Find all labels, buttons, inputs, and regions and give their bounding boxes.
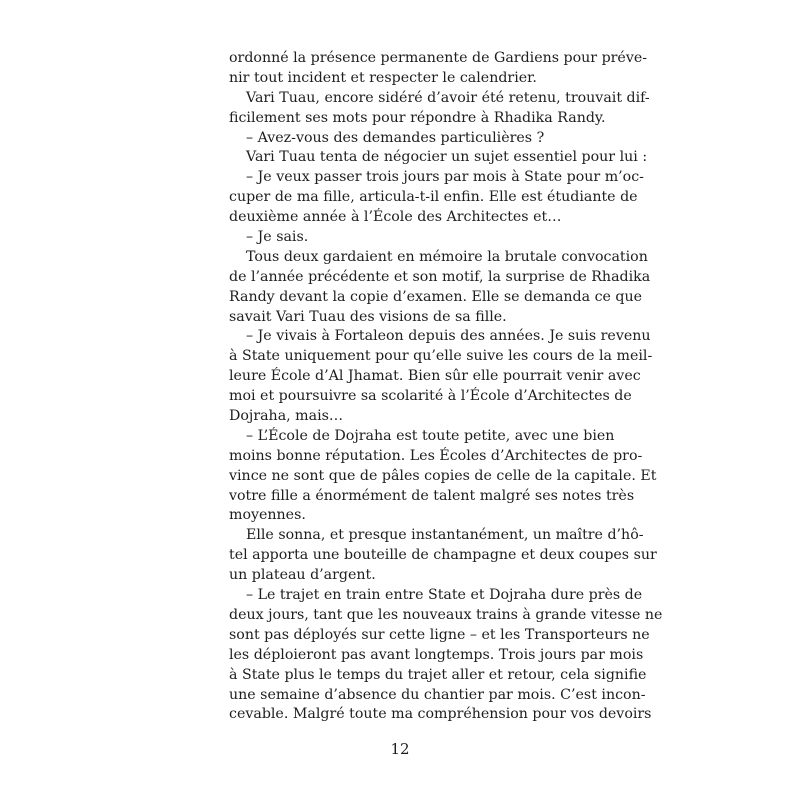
text-line: deux jours, tant que les nouveaux trains à grande vitesse ne xyxy=(229,606,663,623)
text-line: cuper de ma fille, articula-t-il enfin. Elle est étudiante de xyxy=(229,189,638,206)
text-line: Randy devant la copie d’examen. Elle se demanda ce que xyxy=(229,288,643,305)
text-line: deuxième année à l’École des Architectes et… xyxy=(229,209,562,226)
text-line: tel apporta une bouteille de champagne et deux coupes sur xyxy=(229,547,657,564)
text-line: nir tout incident et respecter le calendrier. xyxy=(229,69,537,86)
text-line: savait Vari Tuau des visions de sa fille. xyxy=(229,308,507,325)
text-line: un plateau d’argent. xyxy=(229,567,376,584)
page-number: 12 xyxy=(390,740,410,758)
text-line: moins bonne réputation. Les Écoles d’Architectes de pro- xyxy=(229,447,643,464)
page-text-block xyxy=(229,49,663,725)
text-line: – Avez-vous des demandes particulières ? xyxy=(246,129,545,146)
text-line: votre fille a énormément de talent malgré ses notes très xyxy=(229,487,635,504)
text-line: Elle sonna, et presque instantanément, un maître d’hô- xyxy=(246,527,644,544)
text-line: – L’École de Dojraha est toute petite, avec une bien xyxy=(246,427,615,444)
text-line: de l’année précédente et son motif, la surprise de Rhadika xyxy=(229,268,651,285)
text-line: les déploieront pas avant longtemps. Trois jours par mois xyxy=(229,646,644,663)
text-line: une semaine d’absence du chantier par mois. C’est incon- xyxy=(229,686,646,703)
text-line: – Je veux passer trois jours par mois à State pour m’oc- xyxy=(246,169,644,186)
text-line: – Je vivais à Fortaleon depuis des années. Je suis revenu xyxy=(246,328,651,345)
text-line: moyennes. xyxy=(229,507,306,524)
text-line: moi et poursuivre sa scolarité à l’École d’Architectes de xyxy=(229,388,632,405)
text-line: ordonné la présence permanente de Gardiens pour préve- xyxy=(229,50,648,66)
text-line: Tous deux gardaient en mémoire la brutale convocation xyxy=(246,248,648,265)
text-line: Vari Tuau tenta de négocier un sujet essentiel pour lui : xyxy=(246,149,648,166)
text-line: – Le trajet en train entre State et Dojraha dure près de xyxy=(246,587,643,604)
text-line: Dojraha, mais… xyxy=(229,408,344,425)
text-line: cevable. Malgré toute ma compréhension pour vos devoirs xyxy=(229,706,652,723)
text-line: ficilement ses mots pour répondre à Rhadika Randy. xyxy=(229,109,606,126)
text-line: à State plus le temps du trajet aller et retour, cela signifie xyxy=(229,666,647,683)
text-line: vince ne sont que de pâles copies de celle de la capitale. Et xyxy=(229,467,657,484)
text-line: – Je sais. xyxy=(246,229,309,246)
text-line: leure École d’Al Jhamat. Bien sûr elle pourrait venir avec xyxy=(229,368,641,385)
text-line: à State uniquement pour qu’elle suive les cours de la meil- xyxy=(229,348,653,365)
text-line: sont pas déployés sur cette ligne – et les Transporteurs ne xyxy=(229,626,650,643)
text-line: Vari Tuau, encore sidéré d’avoir été retenu, trouvait dif- xyxy=(246,89,650,106)
